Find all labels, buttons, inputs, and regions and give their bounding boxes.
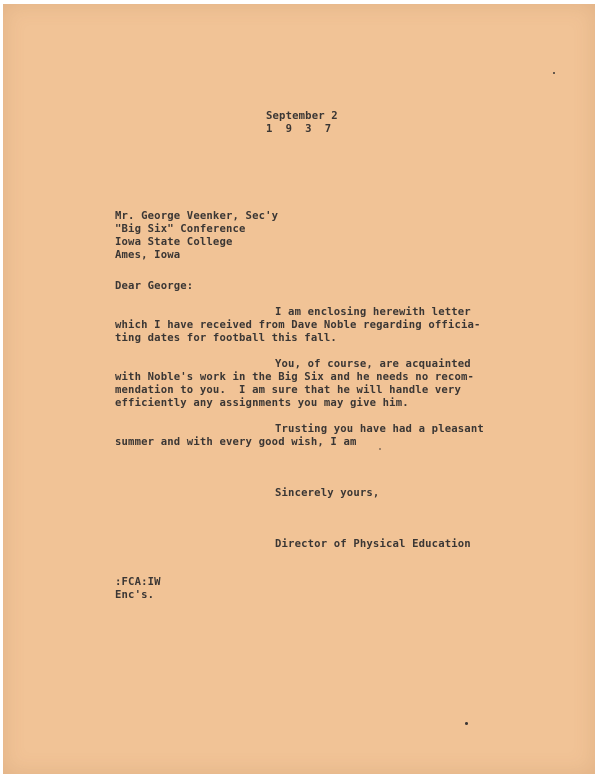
ink-speck [553,72,555,74]
recipient-city: Ames, Iowa [115,249,181,261]
paragraph-2-line-2: with Noble's work in the Big Six and he needs no recom- [115,371,475,383]
paragraph-2-line-1: You, of course, are acquainted [275,358,471,370]
paragraph-1-line-1: I am enclosing herewith letter [275,306,471,318]
closing: Sincerely yours, [275,487,380,499]
paragraph-2-line-3: mendation to you. I am sure that he will handle very [115,384,461,396]
ink-speck [379,448,381,450]
recipient-organization: "Big Six" Conference [115,223,246,235]
date-line: September 2 [266,110,338,122]
enclosure-note: Enc's. [115,589,155,601]
paragraph-1-line-3: ting dates for football this fall. [115,332,337,344]
paragraph-1-line-2: which I have received from Dave Noble regarding officia- [115,319,481,331]
year-line: 1 9 3 7 [266,123,332,135]
signature-title: Director of Physical Education [275,538,471,550]
salutation: Dear George: [115,280,194,292]
ink-speck [465,722,468,725]
recipient-institution: Iowa State College [115,236,233,248]
paragraph-2-line-4: efficiently any assignments you may give him. [115,397,409,409]
typist-initials: :FCA:IW [115,576,161,588]
paragraph-3-line-2: summer and with every good wish, I am [115,436,357,448]
letter-page [3,4,595,774]
paragraph-3-line-1: Trusting you have had a pleasant [275,423,484,435]
recipient-name: Mr. George Veenker, Sec'y [115,210,279,222]
